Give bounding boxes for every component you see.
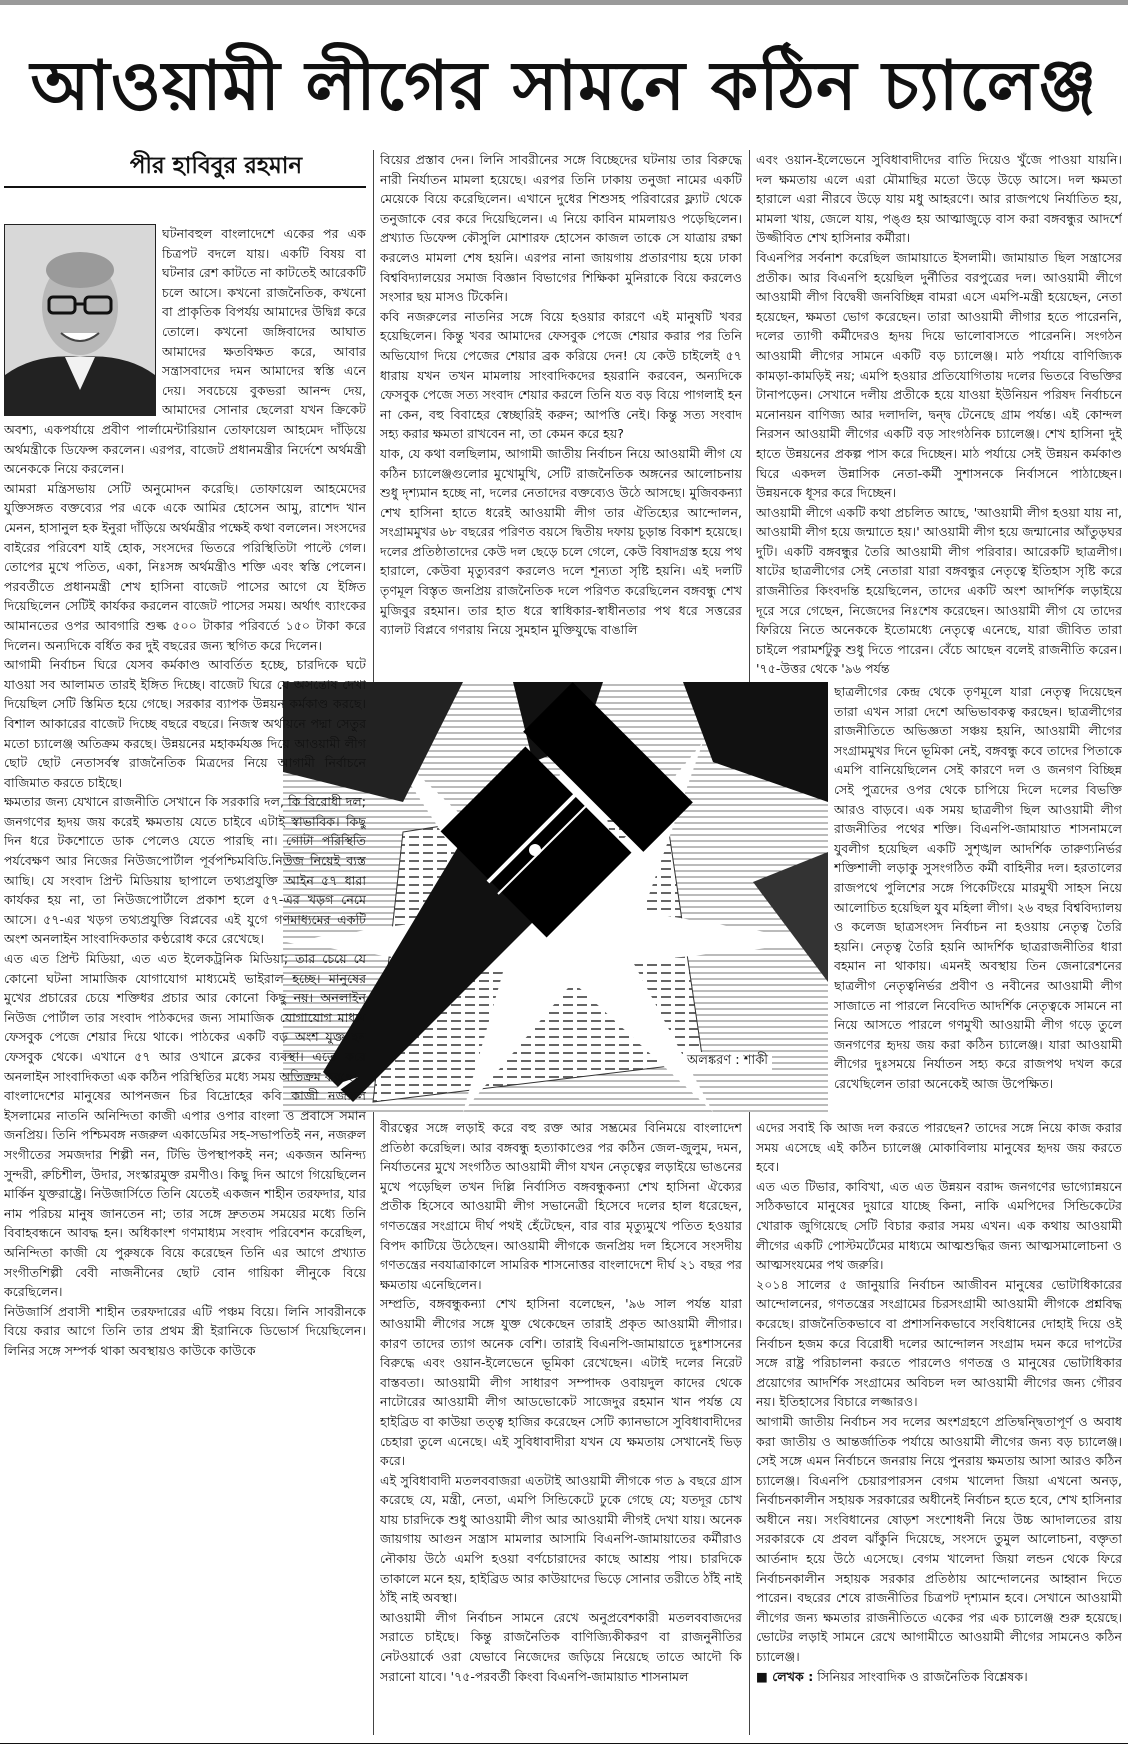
paragraph: বাংলাদেশের মানুষের আপনজন চির বিদ্রোহের কবি কাজী নজরুল ইসলামের নাতনি অনিন্দিতা কাজী এপার ওপার বাংলা ও প্রবাসে সমান জনপ্রিয়। তিনি পশ্চিমবঙ্গ নজরুল একাডেমির সহ-সভাপতিই নন, নজরুল সংগীতের সমজদার শিল্পী নন, টিভি উপস্থাপকই নন; একজন অনিন্দ্য সুন্দরী, রুচিশীল, উদার, সংস্কারমুক্ত রমণীও। কিছু দিন আগে গিয়েছিলেন মার্কিন যুক্তরাষ্ট্রে। নিউজার্সিতে তিনি যেতেই একজন শাহীন তরফদার, যার নাম পরিচয় মানুষ জানতেন না; তার সঙ্গে দ্রুততম সময়ের মধ্যে তিনি বিবাহবন্ধনে আবদ্ধ হন। অধিকাংশ গণমাধ্যম সংবাদ পরিবেশন করেছিল, অনিন্দিতা কাজী যে পুরুষকে বিয়ে করেছেন তিনি এর আগে প্রখ্যাত সংগীতশিল্পী বেবী নাজনীনের ছোট বোন গায়িকা লীনুকে বিয়ে করেছিলেন। (4, 1088, 366, 1300)
top-border (0, 0, 1128, 5)
paragraph: আগামী নির্বাচন ঘিরে যেসব কর্মকাণ্ড আবর্তিত হচ্ছে, চারদিকে ঘটে যাওয়া সব আলামত তারই ইঙ্গিত দিচ্ছে। বাজেট ঘিরে যে অসন্তোষ দেখা দিয়েছিল সেটি স্তিমিত হয়ে গেছে। সরকার ব্যাপক উন্নয়ন কর্মকাণ্ড করছে। বিশাল আকারের বাজেট দিচ্ছে বছরে বছরে। নিজস্ব অর্থায়নে পদ্মা সেতুর মতো চ্যালেঞ্জ অতিক্রম করছে। উন্নয়নের মহাকর্মযজ্ঞ দিয়ে আওয়ামী লীগ ছোট ছোট নেতাসর্বস্ব রাজনৈতিক মিত্রদের নিয়ে আগামী নির্বাচনে বাজিমাত করতে চাইছে। (4, 657, 366, 790)
paragraph: এত এত টিভার, কাবিখা, এত এত উন্নয়ন বরাদ্দ জনগণের ভাগ্যোন্নয়নে সঠিকভাবে মানুষের দুয়ারে যাচ্ছে কিনা, নাকি এমপিদের সিন্ডিকেটের খোরাক জুগিয়েছে সেটি বিচার করার সময় এখন। এক কথায় আওয়ামী লীগের একটি পোস্টমর্টেমের মাধ্যমে আত্মশুদ্ধির জন্য আত্মসমালোচনা ও আত্মসংযমের পথ জরুরি। (756, 1178, 1122, 1273)
paragraph: এবং ওয়ান-ইলেভেনে সুবিধাবাদীদের বাতি দিয়েও খুঁজে পাওয়া যায়নি। দল ক্ষমতায় এলে এরা মৌমাছির মতো উড়ে উড়ে আসে। দল ক্ষমতা হারালে এরা নীরবে উড়ে যায় মধু আহরণে। আর রাজপথে নির্যাতিত হয়, মামলা খায়, জেলে যায়, পঙ্গু হয় আত্মাজুড়ে বাস করা বঙ্গবন্ধুর আদর্শে উজ্জীবিত শেখ হাসিনার কর্মীরা। (756, 152, 1122, 246)
paragraph: ছাত্রলীগের কেন্দ্র থেকে তৃণমূলে যারা নেতৃত্ব দিয়েছেন তারা এখন সারা দেশে অভিভাবকত্ব করছেন। ছাত্রলীগের রাজনীতিতে অভিজ্ঞতা সঞ্চয় হয়নি, আওয়ামী লীগের সংগ্রামমুখর দিনে ভূমিকা নেই, বঙ্গবন্ধু কবে তাদের পিতাকে এমপি বানিয়েছিলেন সেই কারণে দল ও জনগণ বিচ্ছিন্ন সেই পুত্রদের ওপর থেকে চাপিয়ে দিলে দলের বিভক্তি আরও বাড়বে। এক সময় ছাত্রলীগ ছিল আওয়ামী লীগ রাজনীতির পথের শক্তি। বিএনপি-জামায়াত শাসনামলে যুবলীগ হয়েছিল একটি সুশৃঙ্খল আদর্শিক তারুণ্যনির্ভর শক্তিশালী লড়াকু সুসংগঠিত কর্মী বাহিনীর দল। হরতালের রাজপথে পুলিশের সঙ্গে পিকেটিংয়ে মারমুখী সাহস নিয়ে আলোচিত হয়েছিল যুব মহিলা লীগ। ২৬ বছর বিশ্ববিদ্যালয় ও কলেজ ছাত্রসংসদ নির্বাচন না হওয়ায় নেতৃত্ব তৈরি হয়নি। নেতৃত্ব তৈরি হয়নি আদর্শিক ছাত্ররাজনীতির ধারা বহমান না থাকায়। এমনই অবস্থায় তিন জেনারেশনের ছাত্রলীগ নেতৃত্বনির্ভর প্রবীণ ও নবীনের আওয়ামী লীগ সাজাতে না পারলে নিবেদিত আদর্শিক নেতৃত্বকে সামনে না নিয়ে আসতে পারলে গণমুখী আওয়ামী লীগ গড়ে তুলে জনগণের হৃদয় জয় করা কঠিন চ্যালেঞ্জ। যারা আওয়ামী লীগের দুঃসময়ে নির্যাতন সহ্য করে রাজপথ দখল করে রেখেছিলেন তারা অনেকেই আজ উপেক্ষিত। (834, 684, 1122, 1091)
illustration-credit: অলঙ্করণ : শাকী (683, 1052, 772, 1070)
byline-rule (4, 186, 366, 188)
paragraph: অবশ্য, একপর্যায়ে প্রবীণ পার্লামেন্টারিয়ান তোফায়েল আহমেদ দাঁড়িয়ে অর্থমন্ত্রীকে ডিফেন্স করলেন। এরপর, বাজেট প্রধানমন্ত্রীর নির্দেশে অর্থমন্ত্রী অনেককে নিয়ে করলেন। (4, 422, 366, 477)
author-photo (4, 224, 156, 416)
column-3-beside-illustration (834, 682, 1122, 1114)
column-2-bottom (380, 1118, 742, 1738)
paragraph: আমরা মন্ত্রিসভায় সেটি অনুমোদন করেছি। তোফায়েল আহমেদের যুক্তিসঙ্গত বক্তব্যের পর একে একে আমির হোসেন আমু, রাশেদ খান মেনন, হাসানুল হক ইনুরা দাঁড়িয়ে অর্থমন্ত্রীর পক্ষেই কথা বললেন। সংসদের বাইরের পরিবেশ যাই হোক, সংসদের ভিতরে পরিস্থিতিটা পাল্টে গেল। তোপের মুখে পতিত, একা, নিঃসঙ্গ অর্থমন্ত্রীও শক্তি এবং স্বস্তি পেলেন। পরবর্তীতে প্রধানমন্ত্রী শেখ হাসিনা বাজেট পাসের আগে যে ইঙ্গিত দিয়েছিলেন সেটিই কার্যকর করলেন বাজেট পাসের সময়। অর্থাৎ ব্যাংকের আমানতের ওপর আবগারি শুল্ক ৫০০ টাকার পরিবর্তে ১৫০ টাকা করে দিলেন। অন্যদিকে বর্ধিত কর দুই বছরের জন্য স্থগিত করে দিলেন। (4, 480, 366, 653)
byline: পীর হাবিবুর রহমান (129, 152, 303, 179)
paragraph: বিএনপির সর্বনাশ করেছিল জামায়াতে ইসলামী। জামায়াত ছিল সন্ত্রাসের প্রতীক। আর বিএনপি হয়েছিল দুর্নীতির বরপুত্রের দল। আওয়ামী লীগে আওয়ামী লীগ বিদ্বেষী জনবিচ্ছিন্ন বামরা এসে এমপি-মন্ত্রী হয়েছেন, নেতা হয়েছেন, ক্ষমতা ভোগ করেছেন। তারা আওয়ামী লীগার হতে পারেননি, দলের ত্যাগী কর্মীদেরও হৃদয় দিয়ে ভালোবাসতে পারেননি। সংগঠন আওয়ামী লীগের সামনে একটি বড় চ্যালেঞ্জ। মাঠ পর্যায়ে বাণিজ্যিক কামড়া-কামড়িই নয়; এমপি হওয়ার প্রতিযোগিতায় দলের ভিতরে বিভক্তির টানাপড়েন। সেখানে দলীয় প্রতীকে হয়ে যাওয়া ইউনিয়ন পরিষদ নির্বাচনে মনোনয়ন বাণিজ্য আর দলাদলি, দ্বন্দ্ব টেনেছে গ্রাম পর্যন্ত। এই কোন্দল নিরসন আওয়ামী লীগের একটি বড় সাংগঠনিক চ্যালেঞ্জ। শেখ হাসিনা দুই হাতে উন্নয়নের প্রকল্প পাস করে দিচ্ছেন। মাঠ পর্যায়ে সেই উন্নয়ন কর্মকাণ্ড ঘিরে একদল উন্নাসিক নেতা-কর্মী সুশাসনকে নির্বাসনে পাঠাচ্ছেন। উন্নয়নকে ধূসর করে দিচ্ছেন। (756, 249, 1122, 501)
column-2-top (380, 150, 742, 678)
paragraph: ক্ষমতার জন্য যেখানে রাজনীতি সেখানে কি সরকারি দল, কি বিরোধী দল; জনগণের হৃদয় জয় করেই ক্ষমতায় যেতে চাইবে এটাই স্বাভাবিক। কিছু দিন ধরে টকশোতে ডাক পেলেও যেতে পারছি না। গোটা পরিস্থিতি পর্যবেক্ষণ আর নিজের নিউজপোর্টাল পূর্বপশ্চিমবিডি.নিউজ নিয়েই ব্যস্ত আছি। যে সংবাদ প্রিন্ট মিডিয়ায় ছাপালে তথ্যপ্রযুক্তি আইন ৫৭ ধারা কার্যকর হয় না, তা নিউজপোর্টালে প্রকাশ হলে ৫৭-এর খড়গ নেমে আসে। ৫৭-এর খড়গ তথ্যপ্রযুক্তি বিপ্লবের এই যুগে গণমাধ্যমের একটি অংশ অনলাইন সাংবাদিকতার কণ্ঠরোধ করে রেখেছে। (4, 794, 366, 947)
paragraph: এত এত প্রিন্ট মিডিয়া, এত এত ইলেকট্রনিক মিডিয়া; তার চেয়ে যে কোনো ঘটনা সামাজিক যোগাযোগ মাধ্যমেই ভাইরাল হচ্ছে। মানুষের মুখের প্রচারের চেয়ে শক্তিধর প্রচার আর কোনো কিছু নয়। অনলাইন নিউজ পোর্টাল তার সংবাদ পাঠকদের জন্য সামাজিক যোগাযোগ মাধ্যম ফেসবুক পেজে শেয়ার দিয়ে থাকে। পাঠকের একটি বড় অংশ যুক্ত হন ফেসবুক থেকে। এখানে ৫৭ আর ওখানে ব্লকের ব্যবস্থা। এতে করে অনলাইন সাংবাদিকতা এক কঠিন পরিস্থিতির মধ্যে সময় অতিক্রম করছে। (4, 951, 366, 1084)
footer-rule (0, 1743, 1128, 1744)
headline: আওয়ামী লীগের সামনে কঠিন চ্যালেঞ্জ (30, 46, 1098, 126)
paragraph: ২০১৪ সালের ৫ জানুয়ারি নির্বাচন আজীবন মানুষের ভোটাধিকারের আন্দোলনের, গণতন্ত্রের সংগ্রামের চিরসংগ্রামী আওয়ামী লীগকে প্রশ্নবিদ্ধ করেছে। রাজনৈতিকভাবে বা প্রশাসনিকভাবে সংবিধানের দোহাই দিয়ে ওই নির্বাচন হজম করে বিরোধী দলের আন্দোলন সংগ্রাম দমন করে দাপটের সঙ্গে রাষ্ট্র পরিচালনা করতে পারলেও গণতন্ত্র ও মানুষের ভোটাধিকার প্রয়োগের আদর্শিক সংগ্রামের অবিচল দল আওয়ামী লীগের জন্য গৌরব নয়। ইতিহাসের বিচারে লজ্জারও। (756, 1276, 1122, 1410)
paragraph: যাক, যে কথা বলছিলাম, আগামী জাতীয় নির্বাচন নিয়ে আওয়ামী লীগ যে কঠিন চ্যালেঞ্জগুলোর মুখোমুখি, সেটি রাজনৈতিক অঙ্গনের আলোচনায় শুধু দৃশ্যমান হচ্ছে না, দলের নেতাদের বক্তব্যেও উঠে আসছে। মুজিবকন্যা শেখ হাসিনা হাতে ধরেই আওয়ামী লীগ তার ঐতিহ্যের আন্দোলন, সংগ্রামমুখর ৬৮ বছরের পরিণত বয়সে দ্বিতীয় দফায় চূড়ান্ত বিকাশ হয়েছে। দলের প্রতিষ্ঠাতাদের কেউ দল ছেড়ে চলে গেলে, কেউ বিষাদগ্রস্ত হয়ে পথ হারালে, কেউবা মৃত্যুবরণ করলেও দলে শূন্যতা সৃষ্টি হয়নি। এই দলটি তৃণমূল বিস্তৃত জনপ্রিয় রাজনৈতিক দলে পরিণত করেছিলেন বঙ্গবন্ধু শেখ মুজিবুর রহমান। তার হাত ধরে স্বাধিকার-স্বাধীনতার পথ ধরে সত্তরের ব্যালট বিপ্লবে গণরায় নিয়ে সুমহান মুক্তিযুদ্ধে বাঙালি (380, 445, 742, 638)
paragraph: ঘটনাবহুল বাংলাদেশে একের পর এক চিত্রপট বদলে যায়। একটি বিষয় বা ঘটনার রেশ কাটতে না কাটতেই আরেকটি চলে আসে। কখনো রাজনৈতিক, কখনো বা প্রাকৃতিক বিপর্যয় আমাদের উদ্বিগ্ন করে তোলে। কখনো জঙ্গিবাদের আঘাত আমাদের ক্ষতবিক্ষত করে, আবার সন্ত্রাসবাদের দমন আমাদের স্বস্তি এনে দেয়। সবচেয়ে বুকভরা আনন্দ দেয়, আমাদের সোনার ছেলেরা যখন ক্রিকেট (162, 226, 366, 418)
author-portrait-image (5, 225, 155, 415)
paragraph: আগামী জাতীয় নির্বাচন সব দলের অংশগ্রহণে প্রতিদ্বন্দ্বিতাপূর্ণ ও অবাধ করা জাতীয় ও আন্তর্জাতিক পর্যায়ে আওয়ামী লীগের জন্য বড় চ্যালেঞ্জ। সেই সঙ্গে এমন নির্বাচনে জনরায় নিয়ে পুনরায় ক্ষমতায় আসা আরও কঠিন চ্যালেঞ্জ। বিএনপি চেয়ারপারসন বেগম খালেদা জিয়া এখনো অনড়, নির্বাচনকালীন সহায়ক সরকারের অধীনেই নির্বাচন হতে হবে, শেখ হাসিনার অধীনে নয়। সংবিধানের ষোড়শ সংশোধনী নিয়ে উচ্চ আদালতের রায় সরকারকে যে প্রবল ঝাঁকুনি দিয়েছে, সংসদে তুমুল আলোচনা, বক্তৃতা আর্তনাদ হয়ে উঠে এসেছে। বেগম খালেদা জিয়া লন্ডন থেকে ফিরে নির্বাচনকালীন সহায়ক সরকার প্রতিষ্ঠায় আন্দোলনের আহ্বান দিতে পারেন। বছরের শেষে রাজনীতির চিত্রপট দৃশ্যমান হবে। সেখানে আওয়ামী লীগের জন্য ক্ষমতার রাজনীতিতে একের পর এক চ্যালেঞ্জ শুরু হয়েছে। ভোটের লড়াই সামনে রেখে আগামীতে আওয়ামী লীগের সামনেও কঠিন চ্যালেঞ্জ। (756, 1413, 1122, 1665)
writer-description: সিনিয়র সাংবাদিক ও রাজনৈতিক বিশ্লেষক। (813, 1668, 1028, 1684)
writer-label: ■ লেখক : (756, 1668, 814, 1684)
column-1-body (4, 420, 366, 1738)
paragraph: নিউজার্সি প্রবাসী শাহীন তরফদারের এটি পঞ্চম বিয়ে। লিনি সাবরীনকে বিয়ে করার আগে তিনি তার প্রথম স্ত্রী ইরানিকে ডিভোর্স দিয়েছিলেন। লিনির সঙ্গে সম্পর্ক থাকা অবস্থায়ও কাউকে কাউকে (4, 1303, 366, 1358)
column-1-top (162, 224, 366, 420)
paragraph: কবি নজরুলের নাতনির সঙ্গে বিয়ে হওয়ার কারণে এই মানুষটি খবর হয়েছিলেন। কিন্তু খবর আমাদের ফেসবুক পেজে শেয়ার করার পর তিনি অভিযোগ দিয়ে পেজের শেয়ার ব্রক করিয়ে দেন! যে কেউ চাইলেই ৫৭ ধারায় যখন তখন মামলায় সাংবাদিকদের হয়রানি করবেন, অন্যদিকে ফেসবুক পেজে সত্য সংবাদ শেয়ার করলে তিনি যত বড় বিয়ে পাগলাই হন না কেন, বহু বিবাহের স্বেচ্ছারিই করুন; আপত্তি নেই। কিন্তু সত্য সংবাদ সহ্য করার ক্ষমতা রাখবেন না, তা কেমন করে হয়? (380, 308, 742, 442)
paragraph: আওয়ামী লীগে একটি কথা প্রচলিত আছে, 'আওয়ামী লীগ হওয়া যায় না, আওয়ামী লীগ হয়ে জন্মাতে হয়।' আওয়ামী লীগ হয়ে জন্মানোর আঁতুড়ঘর দুটি। একটি বঙ্গবন্ধুর তৈরি আওয়ামী লীগ পরিবার। আরেকটি ছাত্রলীগ। ষাটের ছাত্রলীগের সেই নেতারা যারা বঙ্গবন্ধুর নেতৃত্বে ইতিহাস সৃষ্টি করে রাজনীতির কিংবদন্তি হয়েছিলেন, তাদের একটি অংশ আদর্শিক লড়াইয়ে দূরে সরে গেছেন, নিজেদের নিঃশেষ করেছেন। আওয়ামী লীগ যে তাদের ফিরিয়ে নিতে অনেককে ইতোমধ্যে নেতৃত্বে এনেছে, যারা জীবিত তারা চাইলে পরামর্শটুকু শুধু দিতে পারেন। বেঁচে আছেন বলেই রাজনীতি করেন। '৭৫-উত্তর থেকে '৯৬ পর্যন্ত (756, 504, 1122, 677)
paragraph: বীরত্বের সঙ্গে লড়াই করে বহু রক্ত আর সম্ভ্রমের বিনিময়ে বাংলাদেশ প্রতিষ্ঠা করেছিল। আর বঙ্গবন্ধু হত্যাকাণ্ডের পর কঠিন জেল-জুলুম, দমন, নির্যাতনের মুখে সংগঠিত আওয়ামী লীগ যখন নেতৃত্বের লড়াইয়ে ভাঙনের মুখে পড়েছিল তখন দিল্লি নির্বাসিত বঙ্গবন্ধুকন্যা শেখ হাসিনা ঐক্যের প্রতীক হিসেবে আওয়ামী লীগ সভানেত্রী হিসেবে দলের হাল ধরেছেন, গণতন্ত্রের সংগ্রামে দীর্ঘ পথই হেঁটেছেন, বার বার মৃত্যুমুখে পতিত হওয়ার বিপদ কাটিয়ে উঠেছেন। আওয়ামী লীগকে জনপ্রিয় দল হিসেবে সংসদীয় গণতন্ত্রের নবযাত্রাকালে সামরিক শাসনোত্তর বাংলাদেশে দীর্ঘ ২১ বছর পর ক্ষমতায় এনেছিলেন। (380, 1120, 742, 1292)
paragraph: বিয়ের প্রস্তাব দেন। লিনি সাবরীনের সঙ্গে বিচ্ছেদের ঘটনায় তার বিরুদ্ধে নারী নির্যাতন মামলা হয়েছে। এরপর তিনি ঢাকায় তনুজা নামের একটি মেয়েকে বিয়ে করেছিলেন। এখানে দুধের শিশুসহ পরিবারের ফ্ল্যাট থেকে তনুজাকে বের করে দিয়েছিলেন। এ নিয়ে কাবিন মামলায়ও পড়েছিলেন। প্রখ্যাত ডিফেন্স কৌসুলি মোশারফ হোসেন কাজল তাকে সে যাত্রায় রক্ষা করলেও মামলা শেষ হয়নি। এরপর নানা জায়গায় প্রতারণায় হয়ে ঢাকা বিশ্ববিদ্যালয়ের সমাজ বিজ্ঞান বিভাগের শিক্ষিকা মুনিরাকে বিয়ে করলেও সংসার ছয় মাসও টিকেনি। (380, 152, 742, 305)
paragraph: এদের সবাই কি আজ দল করতে পারছেন? তাদের সঙ্গে নিয়ে কাজ করার সময় এসেছে এই কঠিন চ্যালেঞ্জ মোকাবিলায় মানুষের হৃদয় জয় করতে হবে। (756, 1120, 1122, 1175)
writer-note (756, 1667, 1122, 1687)
paragraph: এই সুবিধাবাদী মতলববাজরা এতটাই আওয়ামী লীগকে গত ৯ বছরে গ্রাস করেছে যে, মন্ত্রী, নেতা, এমপি সিন্ডিকেটে ঢুকে গেছে যে; যতদূর চোখ যায় চারদিকে শুধু আওয়ামী লীগ আর আওয়ামী লীগই দেখা যায়। অনেক জায়গায় আগুন সন্ত্রাস মামলার আসামি বিএনপি-জামায়াতের কর্মীরাও নৌকায় উঠে এমপি হওয়া বর্ণচোরাদের কাছে আশ্রয় পায়। চারদিকে তাকালে মনে হয়, হাইব্রিড আর কাউয়াদের ভিড়ে সোনার তরীতে ঠাঁই নাই ঠাঁই নাই অবস্থা। (380, 1472, 742, 1606)
paragraph: সম্প্রতি, বঙ্গবন্ধুকন্যা শেখ হাসিনা বলেছেন, '৯৬ সাল পর্যন্ত যারা আওয়ামী লীগের সঙ্গে যুক্ত থেকেছেন তারাই প্রকৃত আওয়ামী লীগার। কারণ তাদের ত্যাগ অনেক বেশি। তারাই বিএনপি-জামায়াতে দুঃশাসনের বিরুদ্ধে এবং ওয়ান-ইলেভেনে ভূমিকা রেখেছেন। এটাই দলের নিরেট বাস্তবতা। আওয়ামী লীগ সাধারণ সম্পাদক ওবায়দুল কাদের থেকে নাটোরের আওয়ামী লীগ আডভোকেট সাজেদুর রহমান খান পর্যন্ত যে হাইব্রিড বা কাউয়া তত্ত্ব হাজির করেছেন সেটি ক্যানভাসে সুবিধাবাদীদের চেহারা তুলে এনেছে। এই সুবিধাবাদীরা যখন যে ক্ষমতায় সেখানেই ভিড় করে। (380, 1296, 742, 1469)
column-3-bottom (756, 1118, 1122, 1738)
paragraph: আওয়ামী লীগ নির্বাচন সামনে রেখে অনুপ্রবেশকারী মতলববাজদের সরাতে চাইছে। কিন্তু রাজনৈতিক বাণিজ্যিকীকরণ বা রাজনুনীতির নেটওয়ার্কে ওরা যেভাবে নিজেদের জড়িয়ে নিয়েছে তাতে আদৌ কি সরানো যাবে। '৭৫-পরবর্তী কিংবা বিএনপি-জামায়াত শাসনামল (380, 1609, 742, 1684)
column-3-top (756, 150, 1122, 678)
